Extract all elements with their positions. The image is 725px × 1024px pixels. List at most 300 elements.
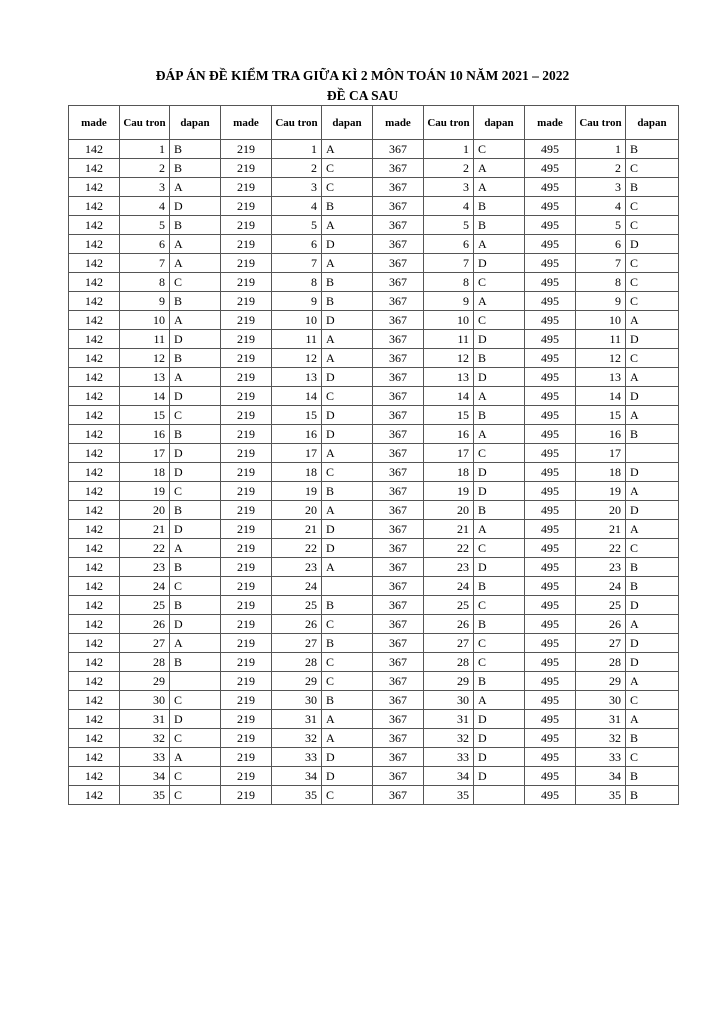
table-row — [69, 216, 679, 235]
answer-cell: D — [626, 463, 679, 482]
answer-cell: C — [322, 653, 373, 672]
table-row — [69, 520, 679, 539]
made-cell: 219 — [221, 140, 272, 159]
answer-cell: C — [322, 387, 373, 406]
answer-cell — [626, 444, 679, 463]
answer-cell: D — [322, 406, 373, 425]
question-number-cell: 8 — [576, 273, 626, 292]
made-cell: 219 — [221, 235, 272, 254]
made-cell: 367 — [373, 710, 424, 729]
question-number-cell: 30 — [424, 691, 474, 710]
answer-cell: D — [626, 235, 679, 254]
question-number-cell: 3 — [424, 178, 474, 197]
question-number-cell: 32 — [576, 729, 626, 748]
answer-cell: D — [322, 520, 373, 539]
table-row — [69, 729, 679, 748]
made-cell: 495 — [525, 178, 576, 197]
question-number-cell: 10 — [576, 311, 626, 330]
table-row — [69, 767, 679, 786]
header-row — [69, 106, 679, 140]
question-number-cell: 1 — [576, 140, 626, 159]
table-row — [69, 577, 679, 596]
made-cell: 219 — [221, 178, 272, 197]
question-number-cell: 33 — [272, 748, 322, 767]
answer-cell: A — [626, 710, 679, 729]
made-cell: 219 — [221, 273, 272, 292]
made-cell: 219 — [221, 482, 272, 501]
answer-cell: C — [626, 216, 679, 235]
answer-cell: C — [626, 349, 679, 368]
made-cell: 219 — [221, 653, 272, 672]
made-cell: 219 — [221, 558, 272, 577]
column-header: Cau tron — [424, 106, 474, 140]
question-number-cell: 7 — [120, 254, 170, 273]
table-row — [69, 387, 679, 406]
question-number-cell: 14 — [120, 387, 170, 406]
table-row — [69, 368, 679, 387]
made-cell: 219 — [221, 615, 272, 634]
made-cell: 495 — [525, 425, 576, 444]
question-number-cell: 8 — [272, 273, 322, 292]
answer-cell: B — [474, 216, 525, 235]
column-header: made — [69, 106, 120, 140]
answer-cell: A — [474, 235, 525, 254]
answer-cell: C — [474, 634, 525, 653]
answer-cell: C — [322, 178, 373, 197]
made-cell: 219 — [221, 406, 272, 425]
table-row — [69, 539, 679, 558]
made-cell: 495 — [525, 691, 576, 710]
made-cell: 367 — [373, 330, 424, 349]
question-number-cell: 19 — [576, 482, 626, 501]
answer-cell: D — [626, 330, 679, 349]
question-number-cell: 21 — [272, 520, 322, 539]
table-row — [69, 292, 679, 311]
answer-cell: A — [626, 406, 679, 425]
made-cell: 219 — [221, 368, 272, 387]
made-cell: 495 — [525, 368, 576, 387]
answer-cell: B — [170, 596, 221, 615]
made-cell: 219 — [221, 330, 272, 349]
question-number-cell: 5 — [120, 216, 170, 235]
question-number-cell: 31 — [424, 710, 474, 729]
question-number-cell: 17 — [272, 444, 322, 463]
page-title: ĐÁP ÁN ĐỀ KIỂM TRA GIỮA KÌ 2 MÔN TOÁN 10 NĂM 2021 – 2022 — [155, 68, 570, 83]
table-row — [69, 197, 679, 216]
made-cell: 142 — [69, 425, 120, 444]
question-number-cell: 14 — [576, 387, 626, 406]
answer-cell: B — [170, 425, 221, 444]
question-number-cell: 32 — [424, 729, 474, 748]
question-number-cell: 9 — [576, 292, 626, 311]
made-cell: 367 — [373, 672, 424, 691]
made-cell: 367 — [373, 311, 424, 330]
question-number-cell: 10 — [424, 311, 474, 330]
answer-cell: D — [626, 653, 679, 672]
question-number-cell: 23 — [424, 558, 474, 577]
question-number-cell: 25 — [120, 596, 170, 615]
answer-cell — [322, 577, 373, 596]
table-row — [69, 596, 679, 615]
answer-cell: C — [626, 254, 679, 273]
column-header: Cau tron — [120, 106, 170, 140]
made-cell: 142 — [69, 501, 120, 520]
column-header: dapan — [474, 106, 525, 140]
question-number-cell: 25 — [272, 596, 322, 615]
question-number-cell: 15 — [576, 406, 626, 425]
question-number-cell: 18 — [424, 463, 474, 482]
question-number-cell: 16 — [120, 425, 170, 444]
question-number-cell: 17 — [424, 444, 474, 463]
question-number-cell: 2 — [576, 159, 626, 178]
made-cell: 367 — [373, 691, 424, 710]
made-cell: 142 — [69, 368, 120, 387]
made-cell: 367 — [373, 406, 424, 425]
question-number-cell: 29 — [120, 672, 170, 691]
question-number-cell: 22 — [576, 539, 626, 558]
question-number-cell: 11 — [272, 330, 322, 349]
answer-cell: A — [170, 254, 221, 273]
answer-cell: D — [474, 330, 525, 349]
made-cell: 142 — [69, 197, 120, 216]
made-cell: 367 — [373, 254, 424, 273]
question-number-cell: 16 — [272, 425, 322, 444]
question-number-cell: 12 — [272, 349, 322, 368]
question-number-cell: 34 — [424, 767, 474, 786]
made-cell: 219 — [221, 596, 272, 615]
answer-table-body — [69, 140, 679, 805]
made-cell: 142 — [69, 710, 120, 729]
made-cell: 495 — [525, 235, 576, 254]
made-cell: 219 — [221, 292, 272, 311]
answer-cell: C — [474, 273, 525, 292]
made-cell: 219 — [221, 748, 272, 767]
made-cell: 142 — [69, 482, 120, 501]
answer-cell: A — [474, 691, 525, 710]
column-header: made — [373, 106, 424, 140]
question-number-cell: 12 — [576, 349, 626, 368]
answer-cell: B — [626, 729, 679, 748]
made-cell: 142 — [69, 444, 120, 463]
made-cell: 142 — [69, 520, 120, 539]
made-cell: 219 — [221, 254, 272, 273]
column-header: Cau tron — [272, 106, 322, 140]
column-header: Cau tron — [576, 106, 626, 140]
question-number-cell: 31 — [576, 710, 626, 729]
column-header: made — [525, 106, 576, 140]
made-cell: 142 — [69, 235, 120, 254]
made-cell: 142 — [69, 577, 120, 596]
answer-cell: A — [170, 311, 221, 330]
table-row — [69, 140, 679, 159]
answer-cell: D — [322, 767, 373, 786]
made-cell: 367 — [373, 425, 424, 444]
table-row — [69, 444, 679, 463]
answer-cell: D — [474, 254, 525, 273]
made-cell: 142 — [69, 539, 120, 558]
made-cell: 142 — [69, 273, 120, 292]
question-number-cell: 34 — [120, 767, 170, 786]
question-number-cell: 7 — [272, 254, 322, 273]
table-row — [69, 425, 679, 444]
question-number-cell: 13 — [272, 368, 322, 387]
table-row — [69, 786, 679, 805]
question-number-cell: 24 — [424, 577, 474, 596]
question-number-cell: 33 — [576, 748, 626, 767]
answer-cell: B — [170, 501, 221, 520]
made-cell: 495 — [525, 539, 576, 558]
question-number-cell: 14 — [424, 387, 474, 406]
question-number-cell: 11 — [424, 330, 474, 349]
question-number-cell: 26 — [576, 615, 626, 634]
answer-cell: C — [474, 596, 525, 615]
made-cell: 495 — [525, 330, 576, 349]
question-number-cell: 10 — [120, 311, 170, 330]
question-number-cell: 3 — [272, 178, 322, 197]
question-number-cell: 27 — [272, 634, 322, 653]
made-cell: 367 — [373, 463, 424, 482]
question-number-cell: 17 — [576, 444, 626, 463]
question-number-cell: 7 — [424, 254, 474, 273]
made-cell: 219 — [221, 463, 272, 482]
answer-cell: D — [474, 463, 525, 482]
made-cell: 219 — [221, 501, 272, 520]
answer-cell: D — [170, 387, 221, 406]
made-cell: 367 — [373, 368, 424, 387]
answer-cell: B — [626, 558, 679, 577]
answer-cell: C — [474, 444, 525, 463]
answer-cell: B — [322, 197, 373, 216]
question-number-cell: 1 — [424, 140, 474, 159]
question-number-cell: 26 — [272, 615, 322, 634]
question-number-cell: 2 — [272, 159, 322, 178]
made-cell: 495 — [525, 159, 576, 178]
question-number-cell: 20 — [576, 501, 626, 520]
made-cell: 367 — [373, 235, 424, 254]
question-number-cell: 20 — [272, 501, 322, 520]
question-number-cell: 1 — [272, 140, 322, 159]
made-cell: 219 — [221, 786, 272, 805]
column-header: dapan — [626, 106, 679, 140]
made-cell: 142 — [69, 672, 120, 691]
answer-cell: C — [626, 539, 679, 558]
answer-cell: A — [322, 330, 373, 349]
answer-cell — [474, 786, 525, 805]
table-row — [69, 691, 679, 710]
table-row — [69, 349, 679, 368]
answer-cell: A — [322, 710, 373, 729]
made-cell: 142 — [69, 558, 120, 577]
answer-cell: A — [170, 178, 221, 197]
made-cell: 219 — [221, 577, 272, 596]
made-cell: 367 — [373, 653, 424, 672]
answer-cell: B — [322, 634, 373, 653]
made-cell: 367 — [373, 444, 424, 463]
table-row — [69, 406, 679, 425]
answer-cell: C — [322, 615, 373, 634]
question-number-cell: 1 — [120, 140, 170, 159]
answer-cell: C — [170, 786, 221, 805]
answer-cell: B — [170, 140, 221, 159]
column-header: dapan — [170, 106, 221, 140]
made-cell: 142 — [69, 387, 120, 406]
made-cell: 142 — [69, 596, 120, 615]
made-cell: 142 — [69, 463, 120, 482]
made-cell: 142 — [69, 349, 120, 368]
question-number-cell: 6 — [120, 235, 170, 254]
answer-cell: A — [322, 254, 373, 273]
made-cell: 219 — [221, 729, 272, 748]
question-number-cell: 13 — [576, 368, 626, 387]
question-number-cell: 18 — [576, 463, 626, 482]
made-cell: 367 — [373, 596, 424, 615]
made-cell: 495 — [525, 482, 576, 501]
made-cell: 142 — [69, 767, 120, 786]
answer-cell: B — [322, 596, 373, 615]
answer-cell: B — [170, 558, 221, 577]
question-number-cell: 6 — [424, 235, 474, 254]
answer-cell: B — [322, 482, 373, 501]
question-number-cell: 32 — [120, 729, 170, 748]
made-cell: 219 — [221, 539, 272, 558]
made-cell: 142 — [69, 178, 120, 197]
question-number-cell: 15 — [120, 406, 170, 425]
question-number-cell: 35 — [424, 786, 474, 805]
question-number-cell: 23 — [576, 558, 626, 577]
answer-cell: B — [170, 216, 221, 235]
made-cell: 495 — [525, 311, 576, 330]
question-number-cell: 30 — [120, 691, 170, 710]
answer-cell: A — [322, 444, 373, 463]
made-cell: 142 — [69, 634, 120, 653]
answer-cell: C — [170, 729, 221, 748]
made-cell: 367 — [373, 159, 424, 178]
made-cell: 495 — [525, 577, 576, 596]
question-number-cell: 21 — [576, 520, 626, 539]
made-cell: 495 — [525, 273, 576, 292]
made-cell: 495 — [525, 596, 576, 615]
made-cell: 367 — [373, 292, 424, 311]
question-number-cell: 31 — [120, 710, 170, 729]
question-number-cell: 13 — [424, 368, 474, 387]
made-cell: 495 — [525, 292, 576, 311]
answer-cell: D — [474, 482, 525, 501]
answer-cell: D — [170, 520, 221, 539]
made-cell: 219 — [221, 425, 272, 444]
table-row — [69, 159, 679, 178]
answer-cell: C — [474, 140, 525, 159]
answer-cell: D — [322, 539, 373, 558]
answer-cell: B — [626, 577, 679, 596]
answer-cell: D — [474, 710, 525, 729]
question-number-cell: 14 — [272, 387, 322, 406]
question-number-cell: 3 — [120, 178, 170, 197]
answer-cell: B — [626, 140, 679, 159]
made-cell: 367 — [373, 387, 424, 406]
answer-cell: A — [626, 368, 679, 387]
table-row — [69, 672, 679, 691]
made-cell: 367 — [373, 615, 424, 634]
question-number-cell: 22 — [424, 539, 474, 558]
made-cell: 142 — [69, 615, 120, 634]
question-number-cell: 19 — [120, 482, 170, 501]
made-cell: 495 — [525, 444, 576, 463]
column-header: dapan — [322, 106, 373, 140]
question-number-cell: 15 — [272, 406, 322, 425]
answer-cell: A — [626, 672, 679, 691]
answer-cell: C — [626, 748, 679, 767]
answer-cell: D — [322, 425, 373, 444]
table-row — [69, 615, 679, 634]
answer-cell: A — [626, 615, 679, 634]
made-cell: 367 — [373, 786, 424, 805]
question-number-cell: 2 — [424, 159, 474, 178]
made-cell: 367 — [373, 349, 424, 368]
question-number-cell: 12 — [120, 349, 170, 368]
answer-cell: D — [322, 311, 373, 330]
answer-cell: D — [170, 463, 221, 482]
made-cell: 219 — [221, 387, 272, 406]
made-cell: 495 — [525, 349, 576, 368]
made-cell: 495 — [525, 615, 576, 634]
answer-cell: A — [474, 159, 525, 178]
made-cell: 219 — [221, 311, 272, 330]
answer-cell: D — [170, 710, 221, 729]
question-number-cell: 9 — [424, 292, 474, 311]
question-number-cell: 28 — [424, 653, 474, 672]
made-cell: 495 — [525, 748, 576, 767]
answer-cell: D — [626, 501, 679, 520]
question-number-cell: 4 — [576, 197, 626, 216]
made-cell: 495 — [525, 216, 576, 235]
answer-cell: B — [474, 406, 525, 425]
question-number-cell: 3 — [576, 178, 626, 197]
question-number-cell: 29 — [272, 672, 322, 691]
answer-cell: B — [474, 577, 525, 596]
answer-cell: A — [474, 425, 525, 444]
answer-cell: B — [626, 425, 679, 444]
made-cell: 367 — [373, 634, 424, 653]
answer-cell — [170, 672, 221, 691]
made-cell: 495 — [525, 520, 576, 539]
table-row — [69, 463, 679, 482]
answer-cell: A — [170, 235, 221, 254]
answer-cell: D — [322, 748, 373, 767]
question-number-cell: 27 — [576, 634, 626, 653]
made-cell: 219 — [221, 216, 272, 235]
answer-cell: B — [170, 349, 221, 368]
question-number-cell: 25 — [424, 596, 474, 615]
table-row — [69, 634, 679, 653]
made-cell: 142 — [69, 216, 120, 235]
made-cell: 495 — [525, 634, 576, 653]
question-number-cell: 20 — [424, 501, 474, 520]
question-number-cell: 35 — [120, 786, 170, 805]
answer-cell: A — [322, 558, 373, 577]
made-cell: 142 — [69, 330, 120, 349]
question-number-cell: 9 — [272, 292, 322, 311]
made-cell: 367 — [373, 482, 424, 501]
answer-cell: C — [626, 292, 679, 311]
answer-cell: D — [322, 368, 373, 387]
question-number-cell: 8 — [120, 273, 170, 292]
answer-cell: C — [474, 653, 525, 672]
answer-cell: D — [474, 767, 525, 786]
question-number-cell: 29 — [576, 672, 626, 691]
question-number-cell: 4 — [120, 197, 170, 216]
answer-cell: C — [170, 406, 221, 425]
question-number-cell: 21 — [424, 520, 474, 539]
